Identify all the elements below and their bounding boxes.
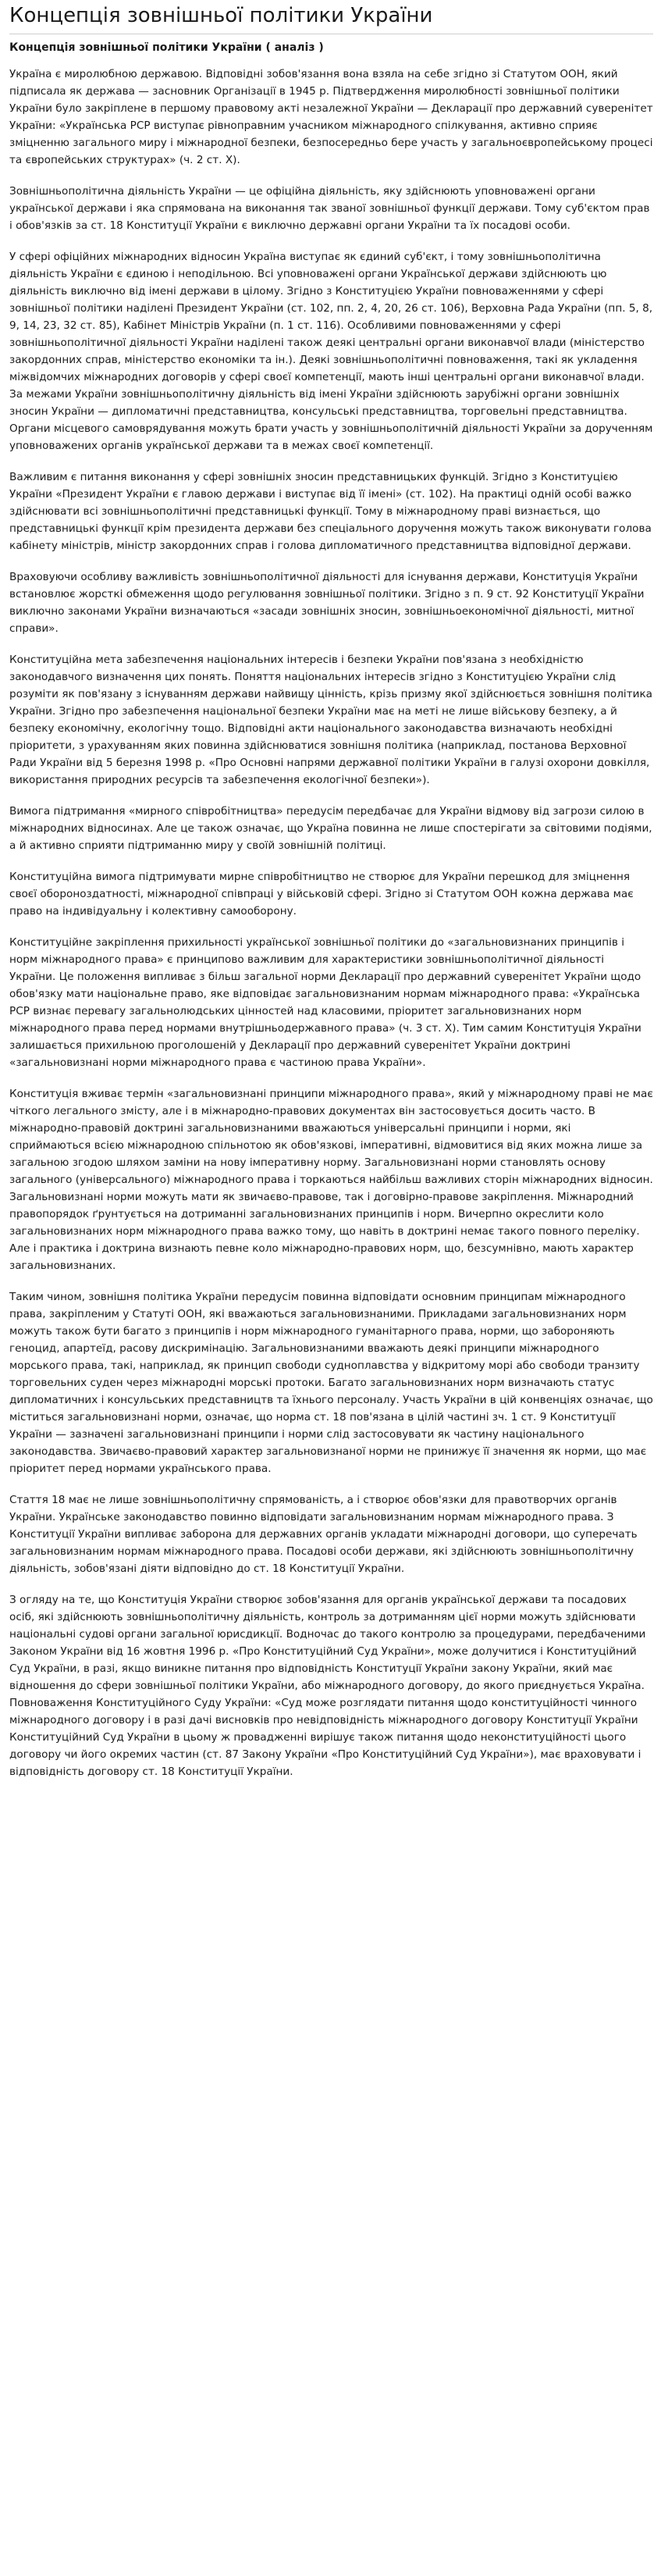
- page-title: Концепція зовнішньої політики України: [9, 3, 653, 34]
- paragraph-11: Таким чином, зовнішня політика України передусім повинна відповідати основним принципам міжнародного права, закріпленим у Статуті ООН, які вважаються загальновизнаними. Прикладами загальновизнаних норм можуть також бути багато з принципів і норм міжнародного гуманітарного права, норми, що забороняють геноцид, апартеїд, расову дискримінацію. Загальновизнаними вважають деякі принципи міжнародного морського права, такі, наприклад, як принцип свободи судноплавства у відкритому морі або свободи транзиту торговельних суден через міжнародні морські протоки. Багато загальновизнаних норм визначають статус дипломатичних і консульських представництв та їхнього персоналу. Участь України в цій конвенціях означає, що міститься загальновизнані норми, означає, що норма ст. 18 пов'язана в цілій частині зч. 1 ст. 9 Конституції України — зазначені загальновизнані принципи і норми слід застосовувати як частину національного законодавства. Звичаєво-правовий характер загальновизнаної норми не принижує її значення як норми, що має пріоритет перед нормами українського права.: [9, 1290, 653, 1475]
- paragraph-12: Стаття 18 має не лише зовнішньополітичну спрямованість, а і створює обов'язки для правотворчих органів України. Українське законодавство повинно відповідати загальновизнаним нормам міжнародного права. З Конституції України випливає заборона для державних органів укладати міжнародні договори, що суперечать загальновизнаним нормам міжнародного права. Посадові особи держави, які здійснюють зовнішньополітичну діяльність, зобов'язані діяти відповідно до ст. 18 Конституції України.: [9, 1493, 638, 1575]
- paragraph-4: Важливим є питання виконання у сфері зовнішніх зносин представницьких функцій. Згідно з Конституцією України «Президент України є главою держави і виступає від її імені» (ст. 102). На практиці одній особі важко здійснювати всі зовнішньополітичні представницькі функції. Тому в міжнародному праві визнається, що представницькі функції крім президента держави без спеціального доручення можуть також виконувати голова кабінету міністрів, міністр закордонних справ і голова дипломатичного представництва відповідної держави.: [9, 470, 652, 552]
- paragraph-2: Зовнішньополітична діяльність України — це офіційна діяльність, яку здійснюють уповноважені органи української держави і яка спрямована на виконання так званої зовнішньої функції держави. Тому суб'єктом прав і обов'язків за ст. 18 Конституції України є виключно державні органи України та їх посадові особи.: [9, 184, 650, 232]
- paragraph-6: Конституційна мета забезпечення національних інтересів і безпеки України пов'язана з необхідністю законодавчого визначення цих понять. Поняття національних інтересів згідно з Конституцією України слід розуміти як пов'язану з існуванням держави найвищу цінність, крізь призму якої здійснюється зовнішня політика України. Згідно про забезпечення національної безпеки України має на меті не лише військову безпеку, а й безпеку економічну, екологічну тощо. Відповідні акти національного законодавства визначають необхідні пріоритети, з урахуванням яких повинна здійснюватися зовнішня політика (наприклад, постанова Верховної Ради України від 5 березня 1998 р. «Про Основні напрями державної політики України в галузі охорони довкілля, використання природних ресурсів та забезпечення екологічної безпеки»).: [9, 653, 653, 786]
- article-subtitle: Концепція зовнішньої політики України ( аналіз ): [9, 41, 324, 54]
- paragraph-9: Конституційне закріплення прихильності української зовнішньої політики до «загальновизнаних принципів і норм міжнародного права» є принципово важливим для характеристики зовнішньополітичної діяльності України. Це положення випливає з більш загальної норми Декларації про державний суверенітет України щодо обов'язку мати національне право, яке відповідає загальновизнаним нормам міжнародного права: «Українська РСР визнає перевагу загальнолюдських цінностей над класовими, пріоритет загальновизнаних норм міжнародного права перед нормами внутрішньодержавного права» (ч. 3 ст. X). Тим самим Конституція України залишається прихильною проголошеній у Декларації про державний суверенітет України доктрині «загальновизнані норми міжнародного права є частиною права України».: [9, 935, 641, 1069]
- paragraph-13: З огляду на те, що Конституція України створює зобов'язання для органів української держави та посадових осіб, які здійснюють зовнішньополітичну діяльність, контроль за дотриманням цієї норми можуть здійснювати національні судові органи загальної юрисдикції. Водночас до такого контролю за процедурами, передбаченими Законом України від 16 жовтня 1996 р. «Про Конституційний Суд України», може долучитися і Конституційний Суд України, в разі, якщо виникне питання про відповідність Конституції України закону України, який має відношення до сфери зовнішньої політики України, або міжнародного договору, до якого приєднується Україна. Повноваження Конституційного Суду України: «Суд може розглядати питання щодо конституційності чинного міжнародного договору і в разі дачі висновків про невідповідність міжнародного договору Конституції України Конституційний Суд України в цьому ж провадженні вирішує також питання щодо неконституційності цього договору чи його окремих частин (ст. 87 Закону України «Про Конституційний Суд України»), має враховувати і відповідність договору ст. 18 Конституції України.: [9, 1593, 646, 1778]
- paragraph-5: Враховуючи особливу важливість зовнішньополітичної діяльності для існування держави, Конституція України встановлює жорсткі обмеження щодо регулювання зовнішньої політики. Згідно з п. 9 ст. 92 Конституції України виключно законами України визначаються «засади зовнішніх зносин, зовнішньоекономічної діяльності, митної справи».: [9, 570, 645, 635]
- paragraph-7: Вимога підтримання «мирного співробітництва» передусім передбачає для України відмову від загрози силою в міжнародних відносинах. Але це також означає, що Україна повинна не лише спостерігати за світовими подіями, а й активно сприяти підтриманню миру у своїй зовнішній політиці.: [9, 804, 652, 852]
- paragraph-1: Україна є миролюбною державою. Відповідні зобов'язання вона взяла на себе згідно зі Статутом ООН, який підписала як держава — засновник Організації в 1945 р. Підтвердження миролюбності зовнішньої політики України було закріплене в першому правовому акті незалежної України — Декларації про державний суверенітет України: «Українська РСР виступає рівноправним учасником міжнародного спілкування, активно сприяє зміцненню загального миру і міжнародної безпеки, безпосередньо бере участь у загальноєвропейському процесі та європейських структурах» (ч. 2 ст. X).: [9, 67, 653, 166]
- paragraph-8: Конституційна вимога підтримувати мирне співробітництво не створює для України перешкод для зміцнення своєї обороноздатності, міжнародної співпраці у військовій сфері. Згідно зі Статутом ООН кожна держава має право на індивідуальну і колективну самооборону.: [9, 870, 634, 917]
- paragraph-3: У сфері офіційних міжнародних відносин Україна виступає як єдиний суб'єкт, і тому зовнішньополітична діяльність України є єдиною і неподільною. Всі уповноважені органи Української держави здійснюють цю діяльність виключно від імені держави в цілому. Згідно з Конституцією України повноваженнями у сфері зовнішньої політики наділені Президент України (ст. 102, пп. 2, 4, 20, 26 ст. 106), Верховна Рада України (пп. 5, 8, 9, 14, 23, 32 ст. 85), Кабінет Міністрів України (п. 1 ст. 116). Особливими повноваженнями у сфері зовнішньополітичної діяльності України наділені також деякі центральні органи виконавчої влади (міністерство закордонних справ, міністерство економіки та ін.). Деякі зовнішньополітичні повноваження, такі як укладення міжвідомчих міжнародних договорів у сфері своєї компетенції, мають інші центральні органи виконавчої влади. За межами України зовнішньополітичну діяльність від імені України здійснюють зарубіжні органи зовнішніх зносин України — дипломатичні представництва, консульські представництва, торговельні представництва. Органи місцевого самоврядування можуть брати участь у зовнішньополітичній діяльності України за дорученням уповноважених органів української держави та в межах своєї компетенції.: [9, 250, 653, 452]
- paragraph-10: Конституція вживає термін «загальновизнані принципи міжнародного права», який у міжнародному праві не має чіткого легального змісту, але і в міжнародно-правових документах він застосовується досить часто. В міжнародно-правовій доктрині загальновизнаними вважаються універсальні принципи і норми, які сприймаються всією міжнародною спільнотою як обов'язкові, імперативні, відмовитися від яких можна лише за загальною згодою шляхом заміни на нову імперативну норму. Загальновизнані норми становлять основу загального (універсального) міжнародного права і торкаються найбільш важливих сторін міжнародних відносин. Загальновизнані норми можуть мати як звичаєво-правове, так і договірно-правове закріплення. Міжнародний правопорядок ґрунтується на дотриманні загальновизнаних принципів і норм. Вичерпно окреслити коло загальновизнаних норм міжнародного права важко тому, що навіть в доктрині немає такого повного переліку. Але і практика і доктрина визнають певне коло міжнародно-правових норм, що, безсумнівно, мають характер загальновизнаних.: [9, 1087, 653, 1272]
